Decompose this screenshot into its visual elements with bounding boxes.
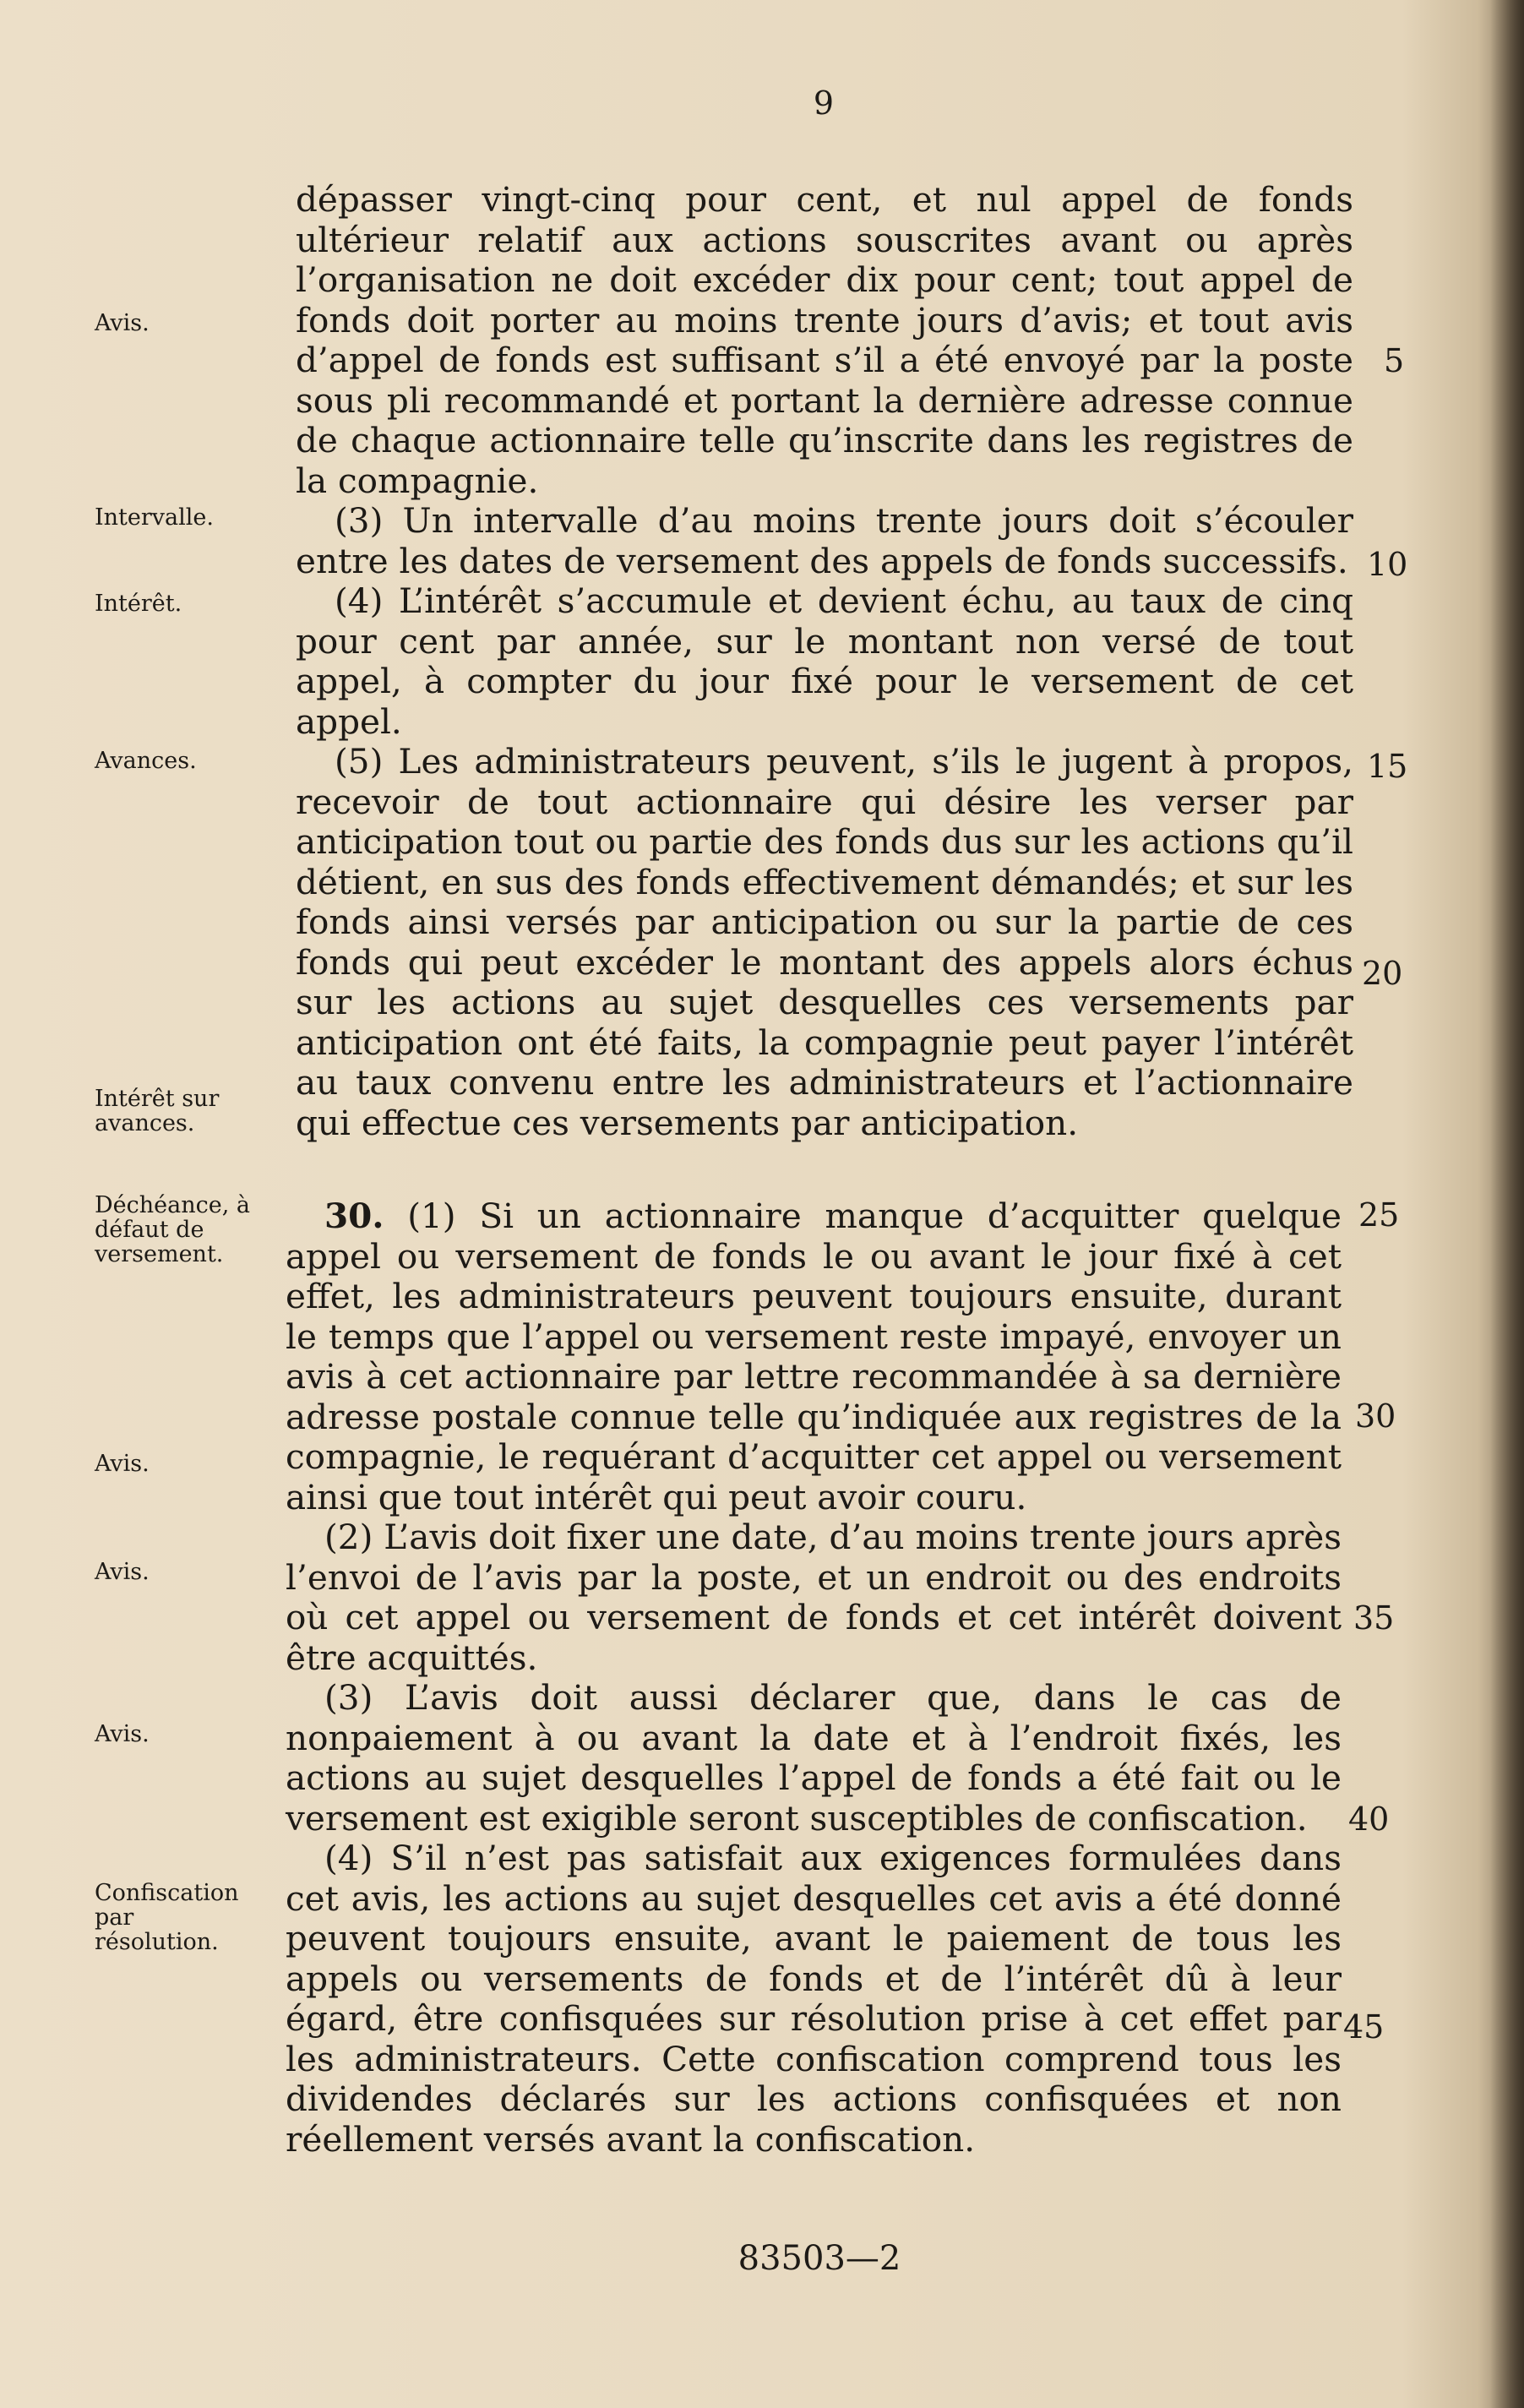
line-number: 15 <box>1367 748 1408 785</box>
text-block-continuation <box>296 180 1353 1143</box>
section-first-paragraph: (1) Si un actionnaire manque d’acquitter quelque appel ou versement de fonds le ou avant le jour fixé à cet effet, les administrateurs peuvent toujours ensuite, durant le temps que l’appel ou versement reste impayé, envoyer un avis à cet actionnaire par lettre recommandée à sa dernière adresse postale connue telle qu’indiquée aux registres de la compagnie, le requérant d’acquitter cet appel ou versement ainsi que tout intérêt qui peut avoir couru. <box>286 1196 1342 1517</box>
paragraph: dépasser vingt-cinq pour cent, et nul appel de fonds ultérieur relatif aux actions souscrites avant ou après l’organisation ne doit excéder dix pour cent; tout appel de fonds doit porter au moins trente jours d’avis; et tout avis d’appel de fonds est suffisant s’il a été envoyé par la poste sous pli recommandé et portant la dernière adresse connue de chaque actionnaire telle qu’inscrite dans les registres de la compagnie. <box>296 179 1353 501</box>
line-number: 25 <box>1358 1196 1400 1234</box>
margin-note-interet-sur-avances: Intérêt sur avances. <box>95 1086 220 1136</box>
section-30 <box>286 1196 1342 2160</box>
paragraph <box>286 1196 1342 1517</box>
margin-note-decheance: Déchéance, à défaut de versement. <box>95 1192 250 1267</box>
paragraph: (4) L’intérêt s’accumule et devient échu, au taux de cinq pour cent par année, sur le montant non versé de tout appel, à compter du jour fixé pour le versement de cet appel. <box>296 580 1353 742</box>
margin-note-avis-3: Avis. <box>95 1559 150 1585</box>
margin-note-avis-2: Avis. <box>95 1451 150 1477</box>
page-edge-shadow <box>1490 0 1524 2408</box>
line-number: 20 <box>1362 955 1403 992</box>
paragraph: (2) L’avis doit fixer une date, d’au moins trente jours après l’envoi de l’avis par la poste, et un endroit ou des endroits où cet appel ou versement de fonds et cet intérêt doivent être acquittés. <box>286 1517 1342 1678</box>
paragraph: (5) Les administrateurs peuvent, s’ils le jugent à propos, recevoir de tout actionnaire qui désire les verser par anticipation tout ou partie des fonds dus sur les actions qu’il détient, en sus des fonds effectivement démandés; et sur les fonds ainsi versés par anticipation ou sur la partie de ces fonds qui peut excéder le montant des appels alors échus sur les actions au sujet desquelles ces versements par anticipation ont été faits, la compagnie peut payer l’intérêt au taux convenu entre les administrateurs et l’actionnaire qui effectue ces versements par anticipation. <box>296 741 1353 1143</box>
paragraph: (3) L’avis doit aussi déclarer que, dans le cas de nonpaiement à ou avant la date et à l’endroit fixés, les actions au sujet desquelles l’appel de fonds a été fait ou le versement est exigible seront susceptibles de confiscation. <box>286 1677 1342 1839</box>
margin-note-avis: Avis. <box>95 310 150 336</box>
margin-note-interet: Intérêt. <box>95 591 182 617</box>
margin-note-intervalle: Intervalle. <box>95 504 214 531</box>
margin-note-avis-4: Avis. <box>95 1721 150 1747</box>
margin-note-avances: Avances. <box>95 748 197 774</box>
line-number: 5 <box>1384 342 1405 379</box>
page-number: 9 <box>813 84 835 122</box>
section-number: 30. <box>324 1196 384 1236</box>
line-number: 40 <box>1348 1801 1390 1838</box>
line-number: 35 <box>1353 1599 1395 1637</box>
paragraph: (4) S’il n’est pas satisfait aux exigences formulées dans cet avis, les actions au sujet desquelles cet avis a été donné peuvent toujours ensuite, avant le paiement de tous les appels ou versements de fonds et de l’intérêt dû à leur égard, être confisquées sur résolution prise à cet effet par les administrateurs. Cette confiscation comprend tous les dividendes déclarés sur les actions confisquées et non réellement versés avant la confiscation. <box>286 1838 1342 2160</box>
footer-print-code: 83503—2 <box>738 2239 901 2278</box>
line-number: 45 <box>1343 2008 1385 2046</box>
line-number: 10 <box>1367 546 1408 583</box>
margin-note-confiscation: Confiscation par résolution. <box>95 1880 239 1955</box>
line-number: 30 <box>1355 1397 1396 1435</box>
paragraph: (3) Un intervalle d’au moins trente jours doit s’écouler entre les dates de versement des appels de fonds successifs. <box>296 500 1353 581</box>
